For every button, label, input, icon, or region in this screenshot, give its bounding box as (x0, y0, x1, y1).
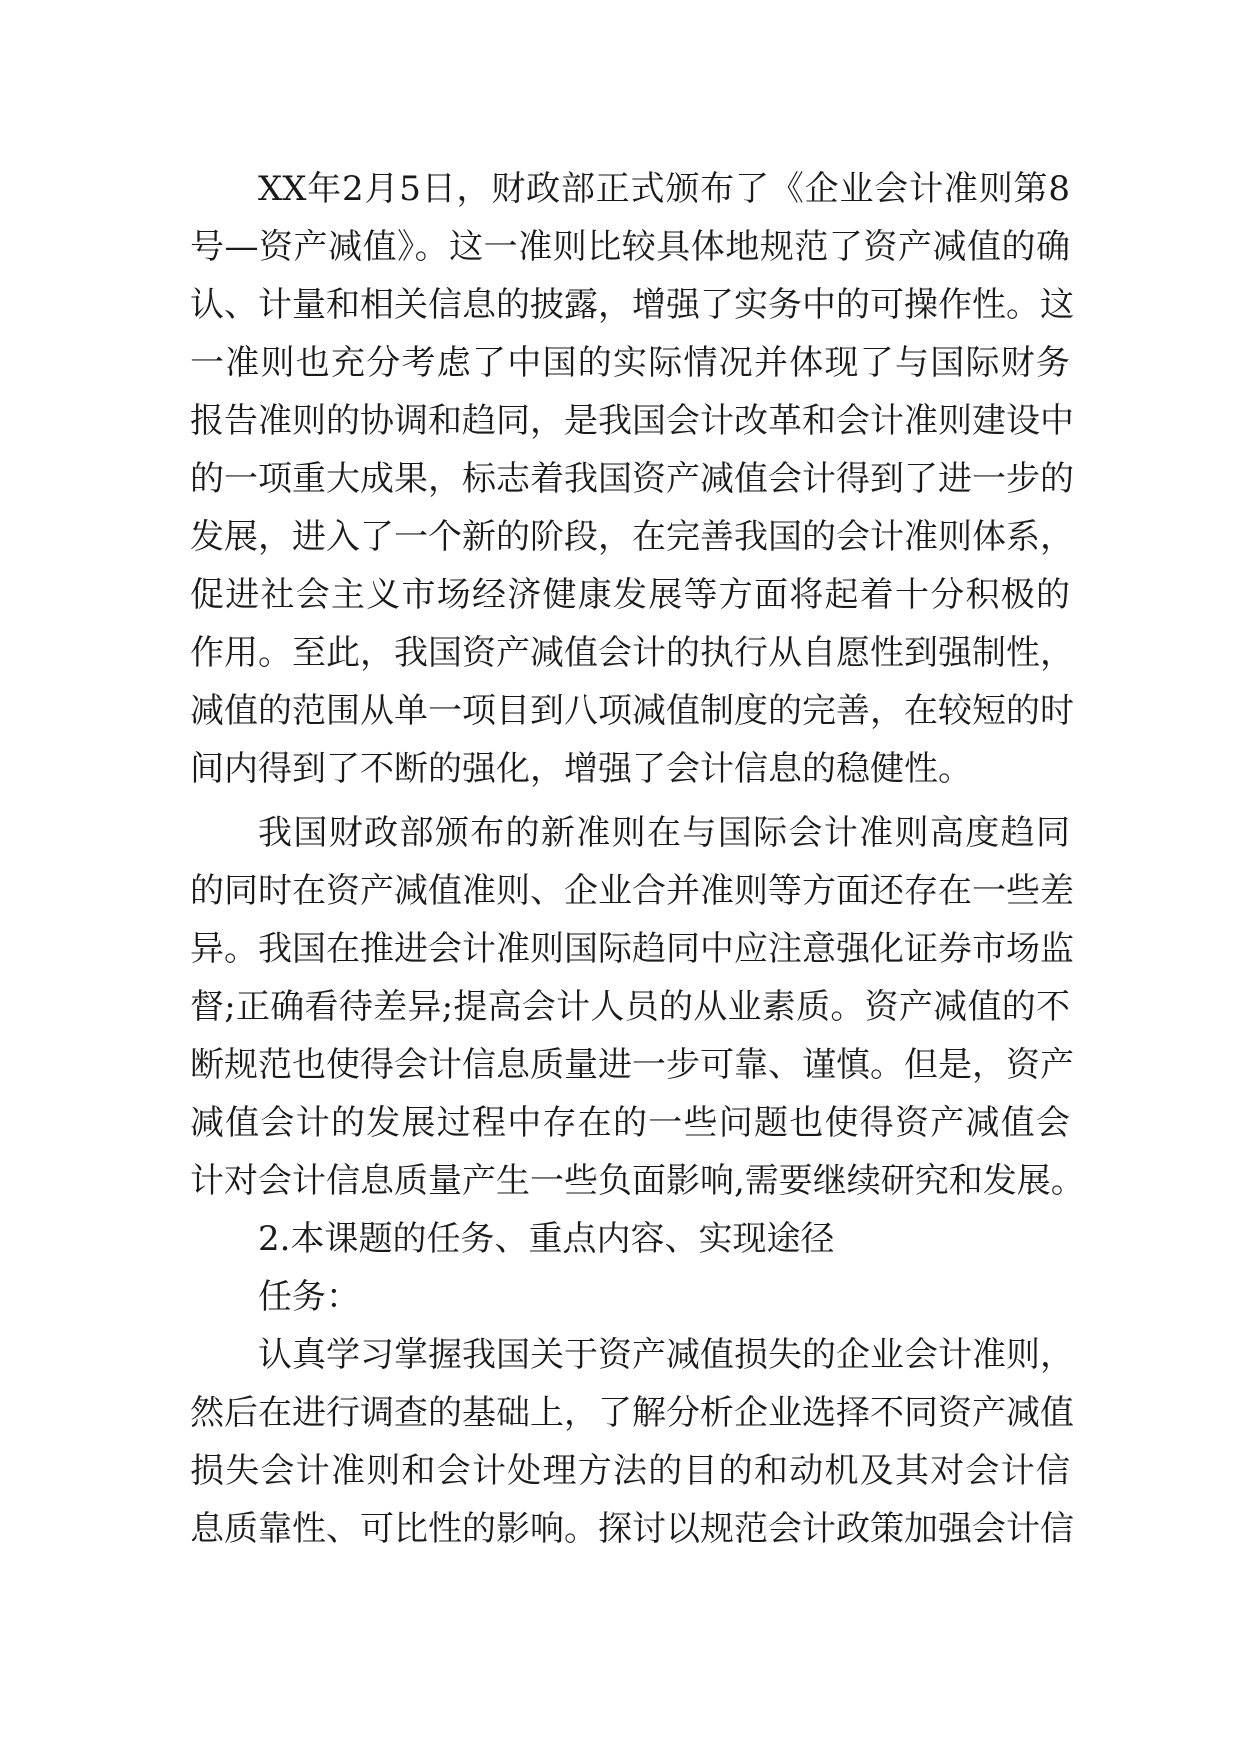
paragraph-line: 的一项重大成果，标志着我国资产减值会计得到了进一步的 (190, 459, 1074, 499)
paragraph-line: 减值的范围从单一项目到八项减值制度的完善，在较短的时 (190, 691, 1074, 731)
paragraph-line: 发展，进入了一个新的阶段，在完善我国的会计准则体系， (190, 517, 1074, 557)
paragraph-line: 号—资产减值》。这一准则比较具体地规范了资产减值的确 (190, 227, 1070, 267)
paragraph-line: 减值会计的发展过程中存在的一些问题也使得资产减值会 (190, 1103, 1070, 1143)
paragraph-line: 促进社会主义市场经济健康发展等方面将起着十分积极的 (190, 575, 1070, 615)
paragraph-line: 然后在进行调查的基础上，了解分析企业选择不同资产减值 (190, 1393, 1074, 1433)
paragraph-line: 间内得到了不断的强化，增强了会计信息的稳健性。 (190, 749, 972, 789)
paragraph-line: 的同时在资产减值准则、企业合并准则等方面还存在一些差 (190, 871, 1074, 911)
paragraph-line: 作用。至此，我国资产减值会计的执行从自愿性到强制性， (190, 633, 1074, 673)
paragraph-line: 认、计量和相关信息的披露，增强了实务中的可操作性。这 (190, 285, 1074, 325)
paragraph-line: 异。我国在推进会计准则国际趋同中应注意强化证券市场监 (190, 929, 1074, 969)
paragraph-line: 息质靠性、可比性的影响。探讨以规范会计政策加强会计信 (190, 1509, 1074, 1549)
paragraph-line: 断规范也使得会计信息质量进一步可靠、谨慎。但是，资产 (190, 1045, 1074, 1085)
paragraph-line: 认真学习掌握我国关于资产减值损失的企业会计准则， (258, 1335, 1074, 1375)
paragraph-line: 一准则也充分考虑了中国的实际情况并体现了与国际财务 (190, 343, 1070, 383)
paragraph-line: 损失会计准则和会计处理方法的目的和动机及其对会计信 (190, 1451, 1070, 1491)
paragraph-line: 计对会计信息质量产生一些负面影响,需要继续研究和发展。 (190, 1161, 1085, 1201)
task-label: 任务： (258, 1277, 360, 1317)
paragraph-line: XX年2月5日，财政部正式颁布了《企业会计准则第8 (258, 169, 1070, 209)
paragraph-line: 报告准则的协调和趋同，是我国会计改革和会计准则建设中 (190, 401, 1074, 441)
paragraph-3 (190, 1326, 1074, 1558)
paragraph-line: 我国财政部颁布的新准则在与国际会计准则高度趋同 (258, 813, 1070, 853)
section-heading: 2.本课题的任务、重点内容、实现途径 (258, 1219, 835, 1259)
paragraph-line: 督;正确看待差异;提高会计人员的从业素质。资产减值的不 (190, 987, 1070, 1027)
paragraph-1 (190, 160, 1074, 798)
document-body (190, 160, 1085, 1558)
paragraph-2 (190, 804, 1085, 1210)
